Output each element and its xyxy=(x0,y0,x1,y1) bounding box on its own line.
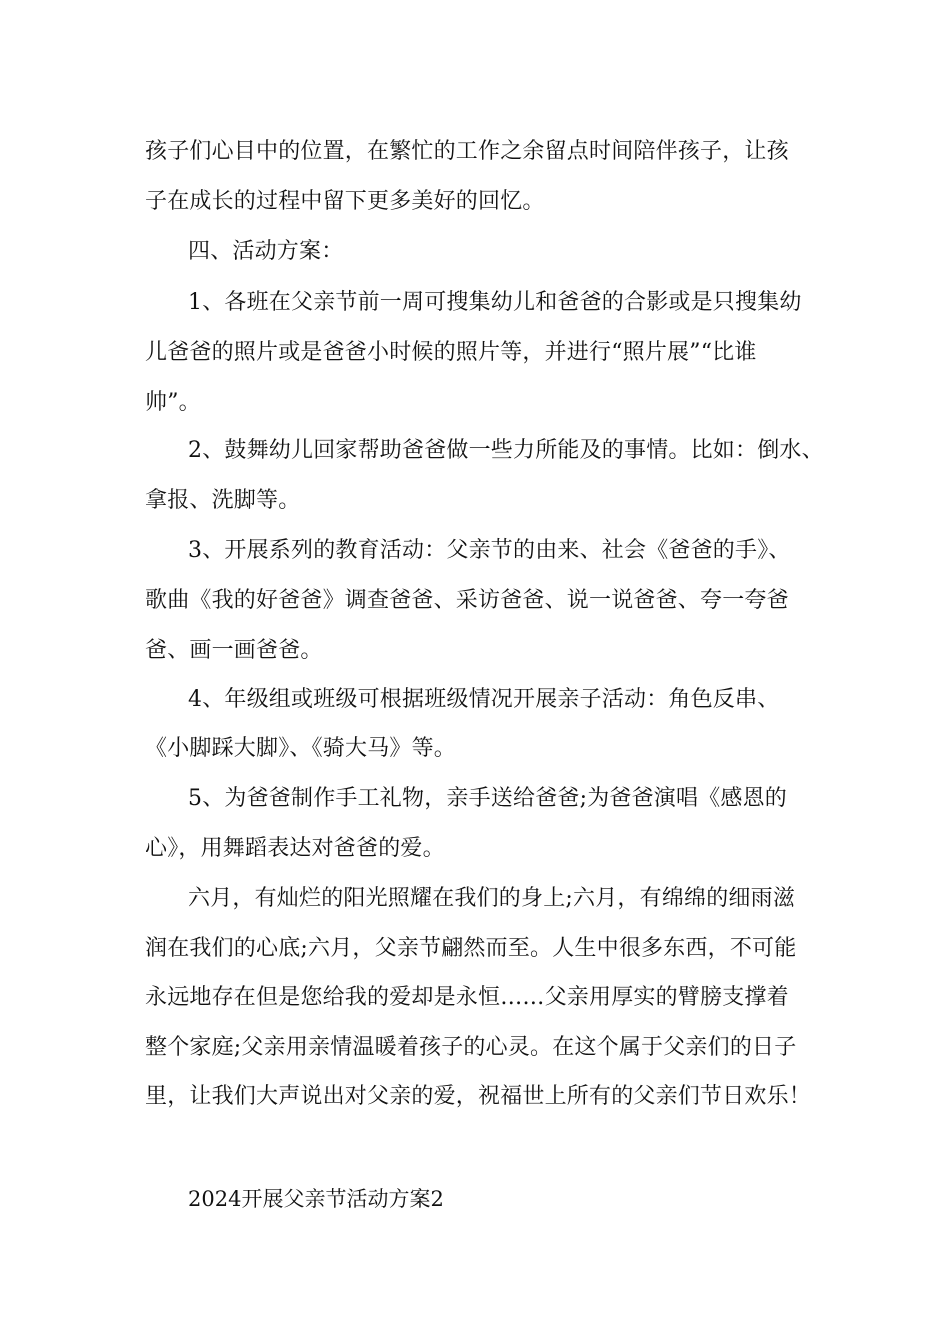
text-line: 歌曲《我的好爸爸》调查爸爸、采访爸爸、说一说爸爸、夸一夸爸 xyxy=(145,588,789,613)
text-line: 帅”。 xyxy=(145,390,201,415)
text-line: 3、开展系列的教育活动：父亲节的由来、社会《爸爸的手》、 xyxy=(188,538,791,563)
next-section-title: 2024开展父亲节活动方案2 xyxy=(188,1187,444,1211)
text-line: 爸、画一画爸爸。 xyxy=(145,638,323,663)
text-line: 2、鼓舞幼儿回家帮助爸爸做一些力所能及的事情。比如：倒水、 xyxy=(188,438,824,463)
text-line: 4、年级组或班级可根据班级情况开展亲子活动：角色反串、 xyxy=(188,687,780,712)
text-line: 整个家庭;父亲用亲情温暖着孩子的心灵。在这个属于父亲们的日子 xyxy=(145,1035,797,1060)
section-heading: 四、活动方案： xyxy=(188,239,344,264)
text-line: 5、为爸爸制作手工礼物，亲手送给爸爸;为爸爸演唱《感恩的 xyxy=(188,786,788,811)
text-line: 《小脚踩大脚》、《骑大马》等。 xyxy=(145,736,457,761)
text-line: 子在成长的过程中留下更多美好的回忆。 xyxy=(145,189,545,214)
text-line: 1、各班在父亲节前一周可搜集幼儿和爸爸的合影或是只搜集幼 xyxy=(188,290,802,315)
text-line: 润在我们的心底;六月，父亲节翩然而至。人生中很多东西，不可能 xyxy=(145,936,797,961)
text-line: 孩子们心目中的位置，在繁忙的工作之余留点时间陪伴孩子，让孩 xyxy=(145,139,789,164)
text-line: 心》，用舞蹈表达对爸爸的爱。 xyxy=(145,836,445,861)
text-line: 儿爸爸的照片或是爸爸小时候的照片等，并进行“照片展”“比谁 xyxy=(145,340,757,365)
text-line: 六月，有灿烂的阳光照耀在我们的身上;六月，有绵绵的细雨滋 xyxy=(188,886,796,911)
text-line: 拿报、洗脚等。 xyxy=(145,488,301,513)
text-line: 永远地存在但是您给我的爱却是永恒……父亲用厚实的臂膀支撑着 xyxy=(145,985,789,1010)
text-line: 里，让我们大声说出对父亲的爱，祝福世上所有的父亲们节日欢乐！ xyxy=(145,1084,812,1109)
